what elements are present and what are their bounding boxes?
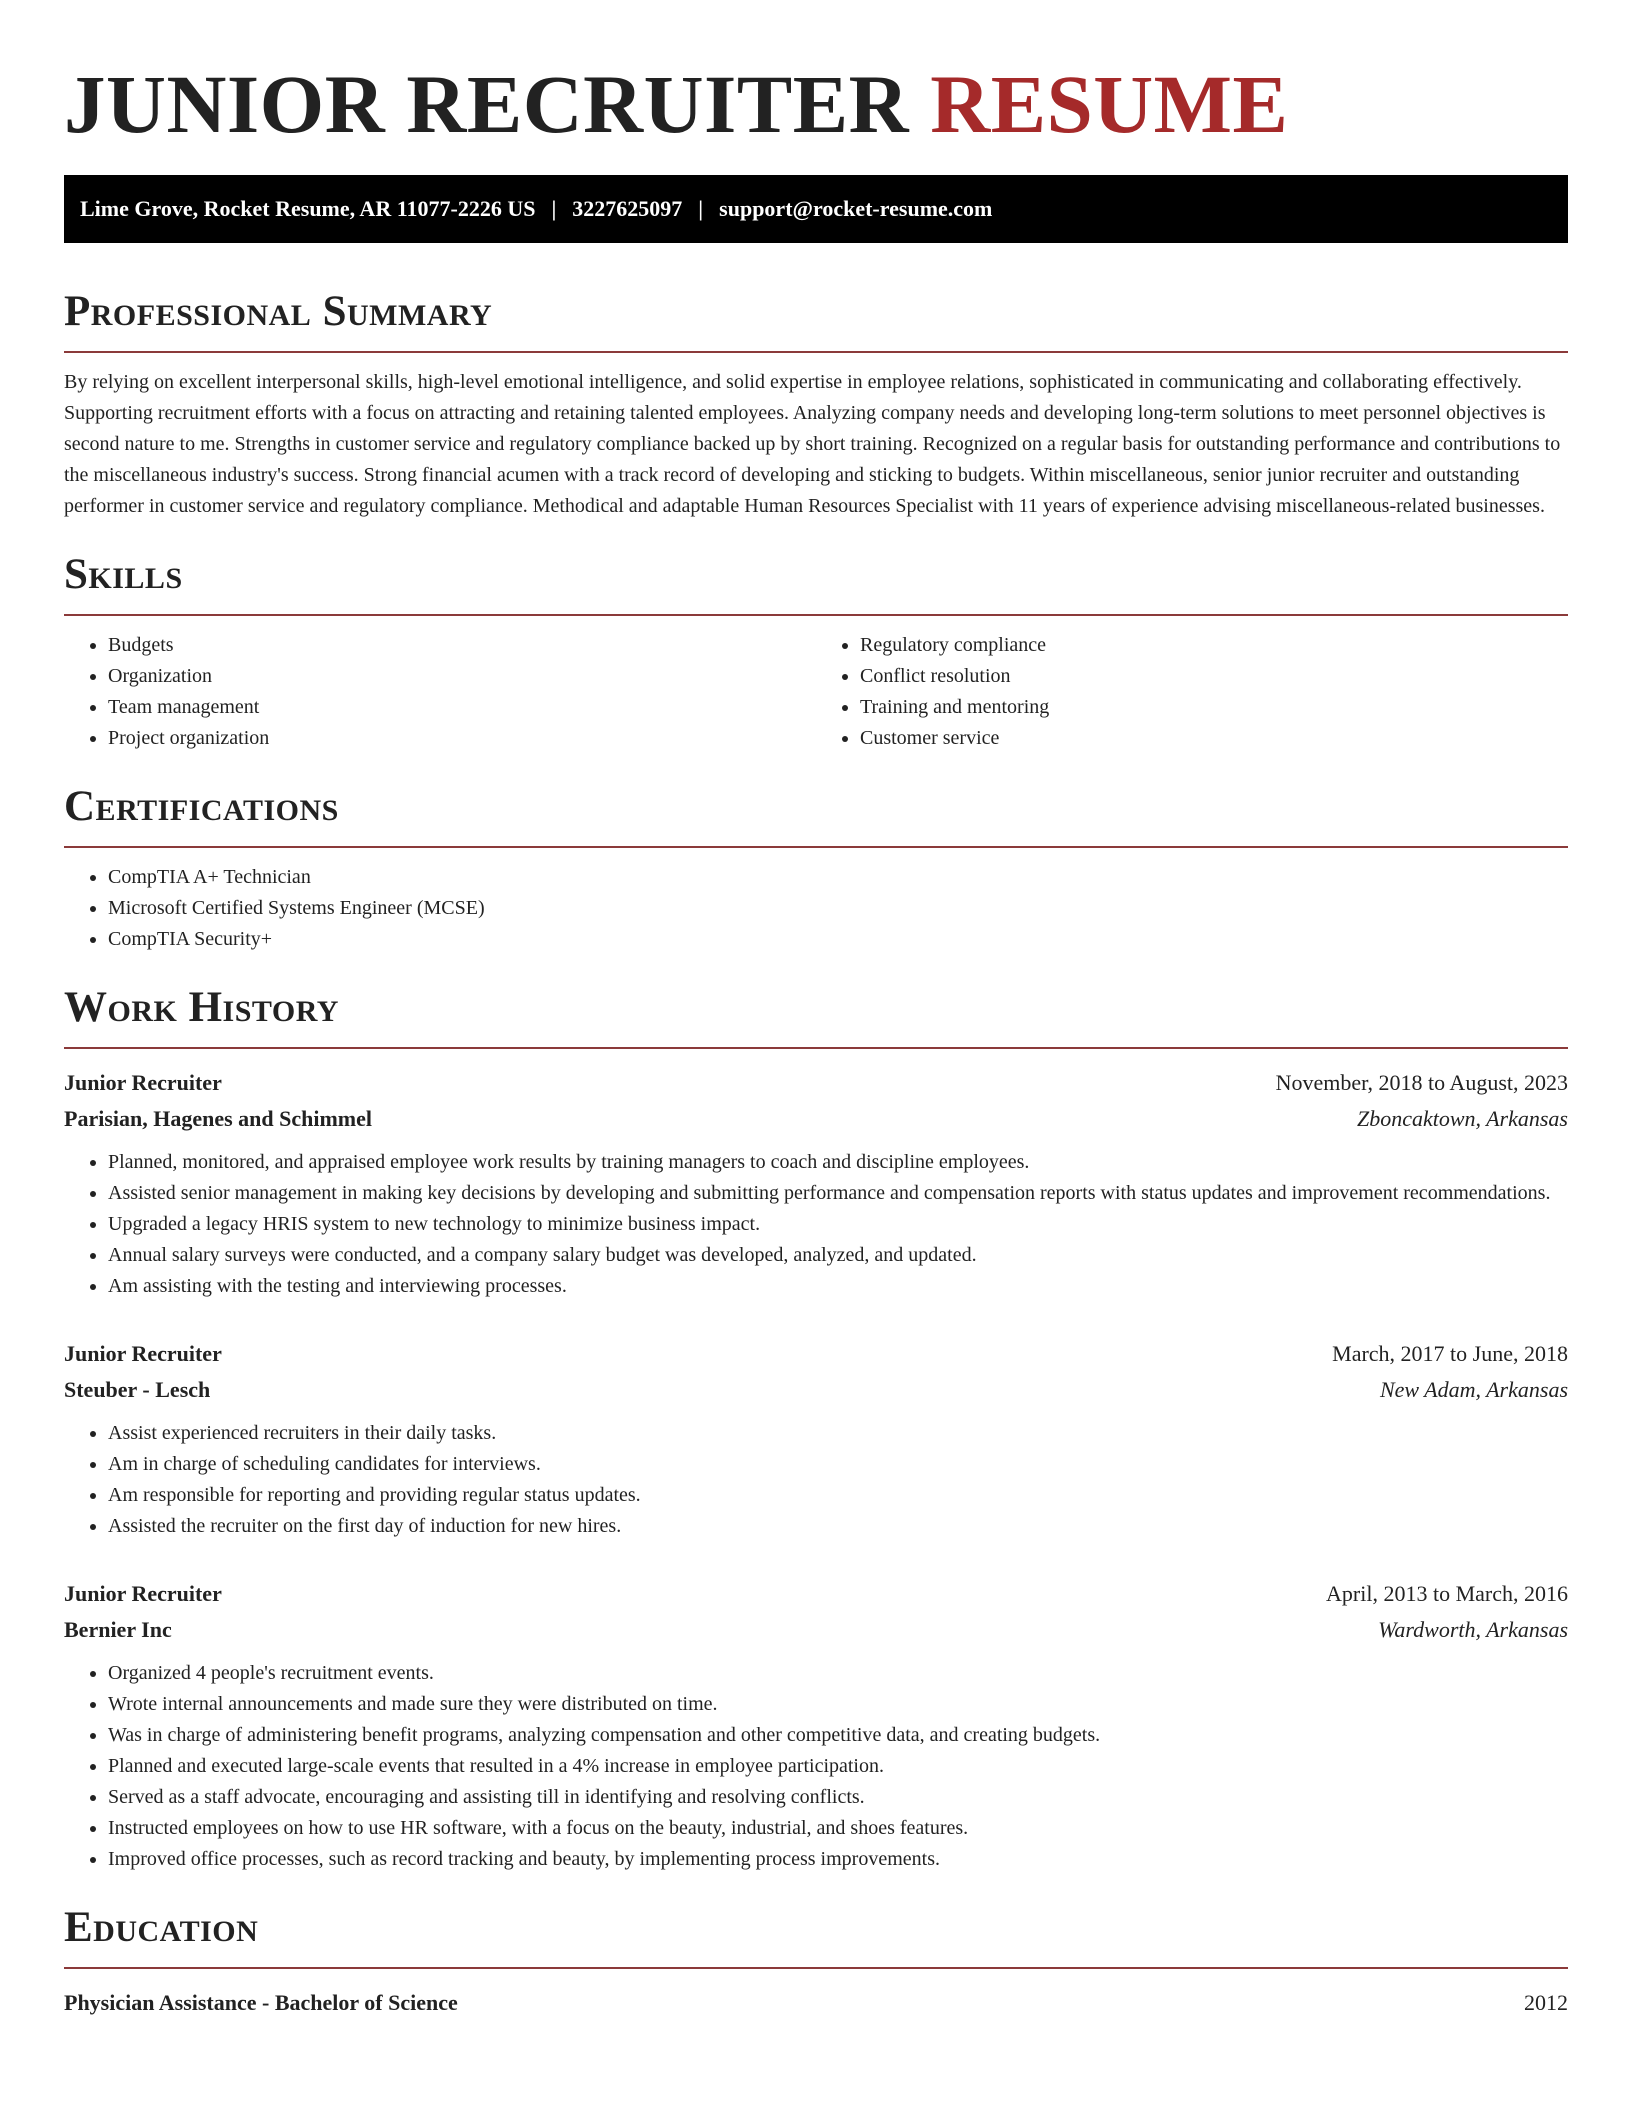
contact-email: support@rocket-resume.com [719,196,993,221]
job-bullets [64,1147,1568,1302]
certification-item: • CompTIA Security+ [108,924,1568,955]
job-bullet: • Wrote internal announcements and made sure they were distributed on time. [108,1689,1568,1720]
job-title: Junior Recruiter [64,1581,222,1606]
certifications-heading: Certifications [64,783,339,830]
job-bullets [64,1418,1568,1542]
contact-separator: | [698,196,704,221]
job-bullet: • Improved office processes, such as record tracking and beauty, by implementing process improvements. [108,1844,1568,1875]
skills-list-left [64,630,816,754]
skills-section [64,550,1568,754]
job-company: Steuber - Lesch [64,1377,211,1402]
job-bullet: • Planned and executed large-scale events that resulted in a 4% increase in employee participation. [108,1751,1568,1782]
certification-item: • Microsoft Certified Systems Engineer (MCSE) [108,893,1568,924]
job-subheader [64,1101,1568,1137]
job-header [64,1576,1568,1612]
summary-section [64,287,1568,522]
skills-grid [64,630,1568,754]
job-bullet: • Am responsible for reporting and providing regular status updates. [108,1480,1568,1511]
job-bullet: • Instructed employees on how to use HR software, with a focus on the beauty, industrial, and shoes features. [108,1813,1568,1844]
skills-list-right [816,630,1568,754]
job-bullet: • Upgraded a legacy HRIS system to new technology to minimize business impact. [108,1209,1568,1240]
title-accent: RESUME [930,58,1289,150]
job-bullet: • Annual salary surveys were conducted, and a company salary budget was developed, analyzed, and updated. [108,1240,1568,1271]
work-history-heading: Work History [64,984,339,1031]
skill-item: • Budgets [108,630,816,661]
resume-title [64,0,1568,150]
job-bullet: • Assisted the recruiter on the first day of induction for new hires. [108,1511,1568,1542]
skill-item: • Customer service [860,723,1568,754]
job-location: New Adam, Arkansas [1379,1377,1568,1402]
title-main: JUNIOR RECRUITER [64,58,910,150]
certifications-list [64,862,1568,955]
job-title: Junior Recruiter [64,1341,222,1366]
skill-item: • Conflict resolution [860,661,1568,692]
job-entry [64,1576,1568,1875]
contact-bar [64,175,1568,243]
skill-item: • Training and mentoring [860,692,1568,723]
skill-item: • Organization [108,661,816,692]
section-divider [64,846,1568,848]
skill-item: • Team management [108,692,816,723]
work-history-section [64,983,1568,1875]
section-divider [64,351,1568,353]
section-divider [64,614,1568,616]
education-heading: Education [64,1904,259,1951]
job-bullet: • Am assisting with the testing and interviewing processes. [108,1271,1568,1302]
contact-separator: | [551,196,557,221]
summary-text: By relying on excellent interpersonal skills, high-level emotional intelligence, and solid expertise in employee relations, sophisticated in communicating and collaborating effectively. Supporting recruitment efforts with a focus on attracting and retaining talented employees. Analyzing company needs and developing long-term solutions to meet personnel objectives is second nature to me. Strengths in customer service and regulatory compliance backed up by short training. Recognized on a regular basis for outstanding performance and contributions to the miscellaneous industry's success. Strong financial acumen with a track record of developing and sticking to budgets. Within miscellaneous, senior junior recruiter and outstanding performer in customer service and regulatory compliance. Methodical and adaptable Human Resources Specialist with 11 years of experience advising miscellaneous-related businesses. [64,371,1561,517]
skill-item: • Project organization [108,723,816,754]
job-entry [64,1336,1568,1542]
education-entry [64,1985,1568,2021]
job-location: Zboncaktown, Arkansas [1356,1106,1568,1131]
job-title: Junior Recruiter [64,1070,222,1095]
contact-phone: 3227625097 [572,196,683,221]
job-company: Parisian, Hagenes and Schimmel [64,1106,373,1131]
job-location: Wardworth, Arkansas [1378,1617,1568,1642]
section-divider [64,1047,1568,1049]
job-bullets [64,1658,1568,1875]
education-section [64,1903,1568,2021]
job-subheader [64,1612,1568,1648]
job-subheader [64,1372,1568,1408]
job-bullet: • Assist experienced recruiters in their daily tasks. [108,1418,1568,1449]
section-divider [64,1967,1568,1969]
certifications-section [64,782,1568,955]
job-dates: April, 2013 to March, 2016 [1326,1581,1568,1606]
job-header [64,1336,1568,1372]
job-dates: March, 2017 to June, 2018 [1332,1341,1568,1366]
job-bullet: • Was in charge of administering benefit programs, analyzing compensation and other competitive data, and creating budgets. [108,1720,1568,1751]
summary-heading: Professional Summary [64,288,493,335]
job-bullet: • Planned, monitored, and appraised employee work results by training managers to coach and discipline employees. [108,1147,1568,1178]
contact-address: Lime Grove, Rocket Resume, AR 11077-2226 US [80,196,536,221]
job-header [64,1065,1568,1101]
education-year: 2012 [1524,1990,1568,2015]
job-bullet: • Assisted senior management in making key decisions by developing and submitting performance and compensation reports with status updates and improvement recommendations. [108,1178,1568,1209]
job-entry [64,1065,1568,1302]
job-company: Bernier Inc [64,1617,172,1642]
skill-item: • Regulatory compliance [860,630,1568,661]
certification-item: • CompTIA A+ Technician [108,862,1568,893]
job-dates: November, 2018 to August, 2023 [1275,1070,1568,1095]
skills-heading: Skills [64,551,183,598]
job-bullet: • Organized 4 people's recruitment events. [108,1658,1568,1689]
education-degree: Physician Assistance - Bachelor of Science [64,1990,458,2015]
job-bullet: • Am in charge of scheduling candidates for interviews. [108,1449,1568,1480]
job-bullet: • Served as a staff advocate, encouraging and assisting till in identifying and resolving conflicts. [108,1782,1568,1813]
